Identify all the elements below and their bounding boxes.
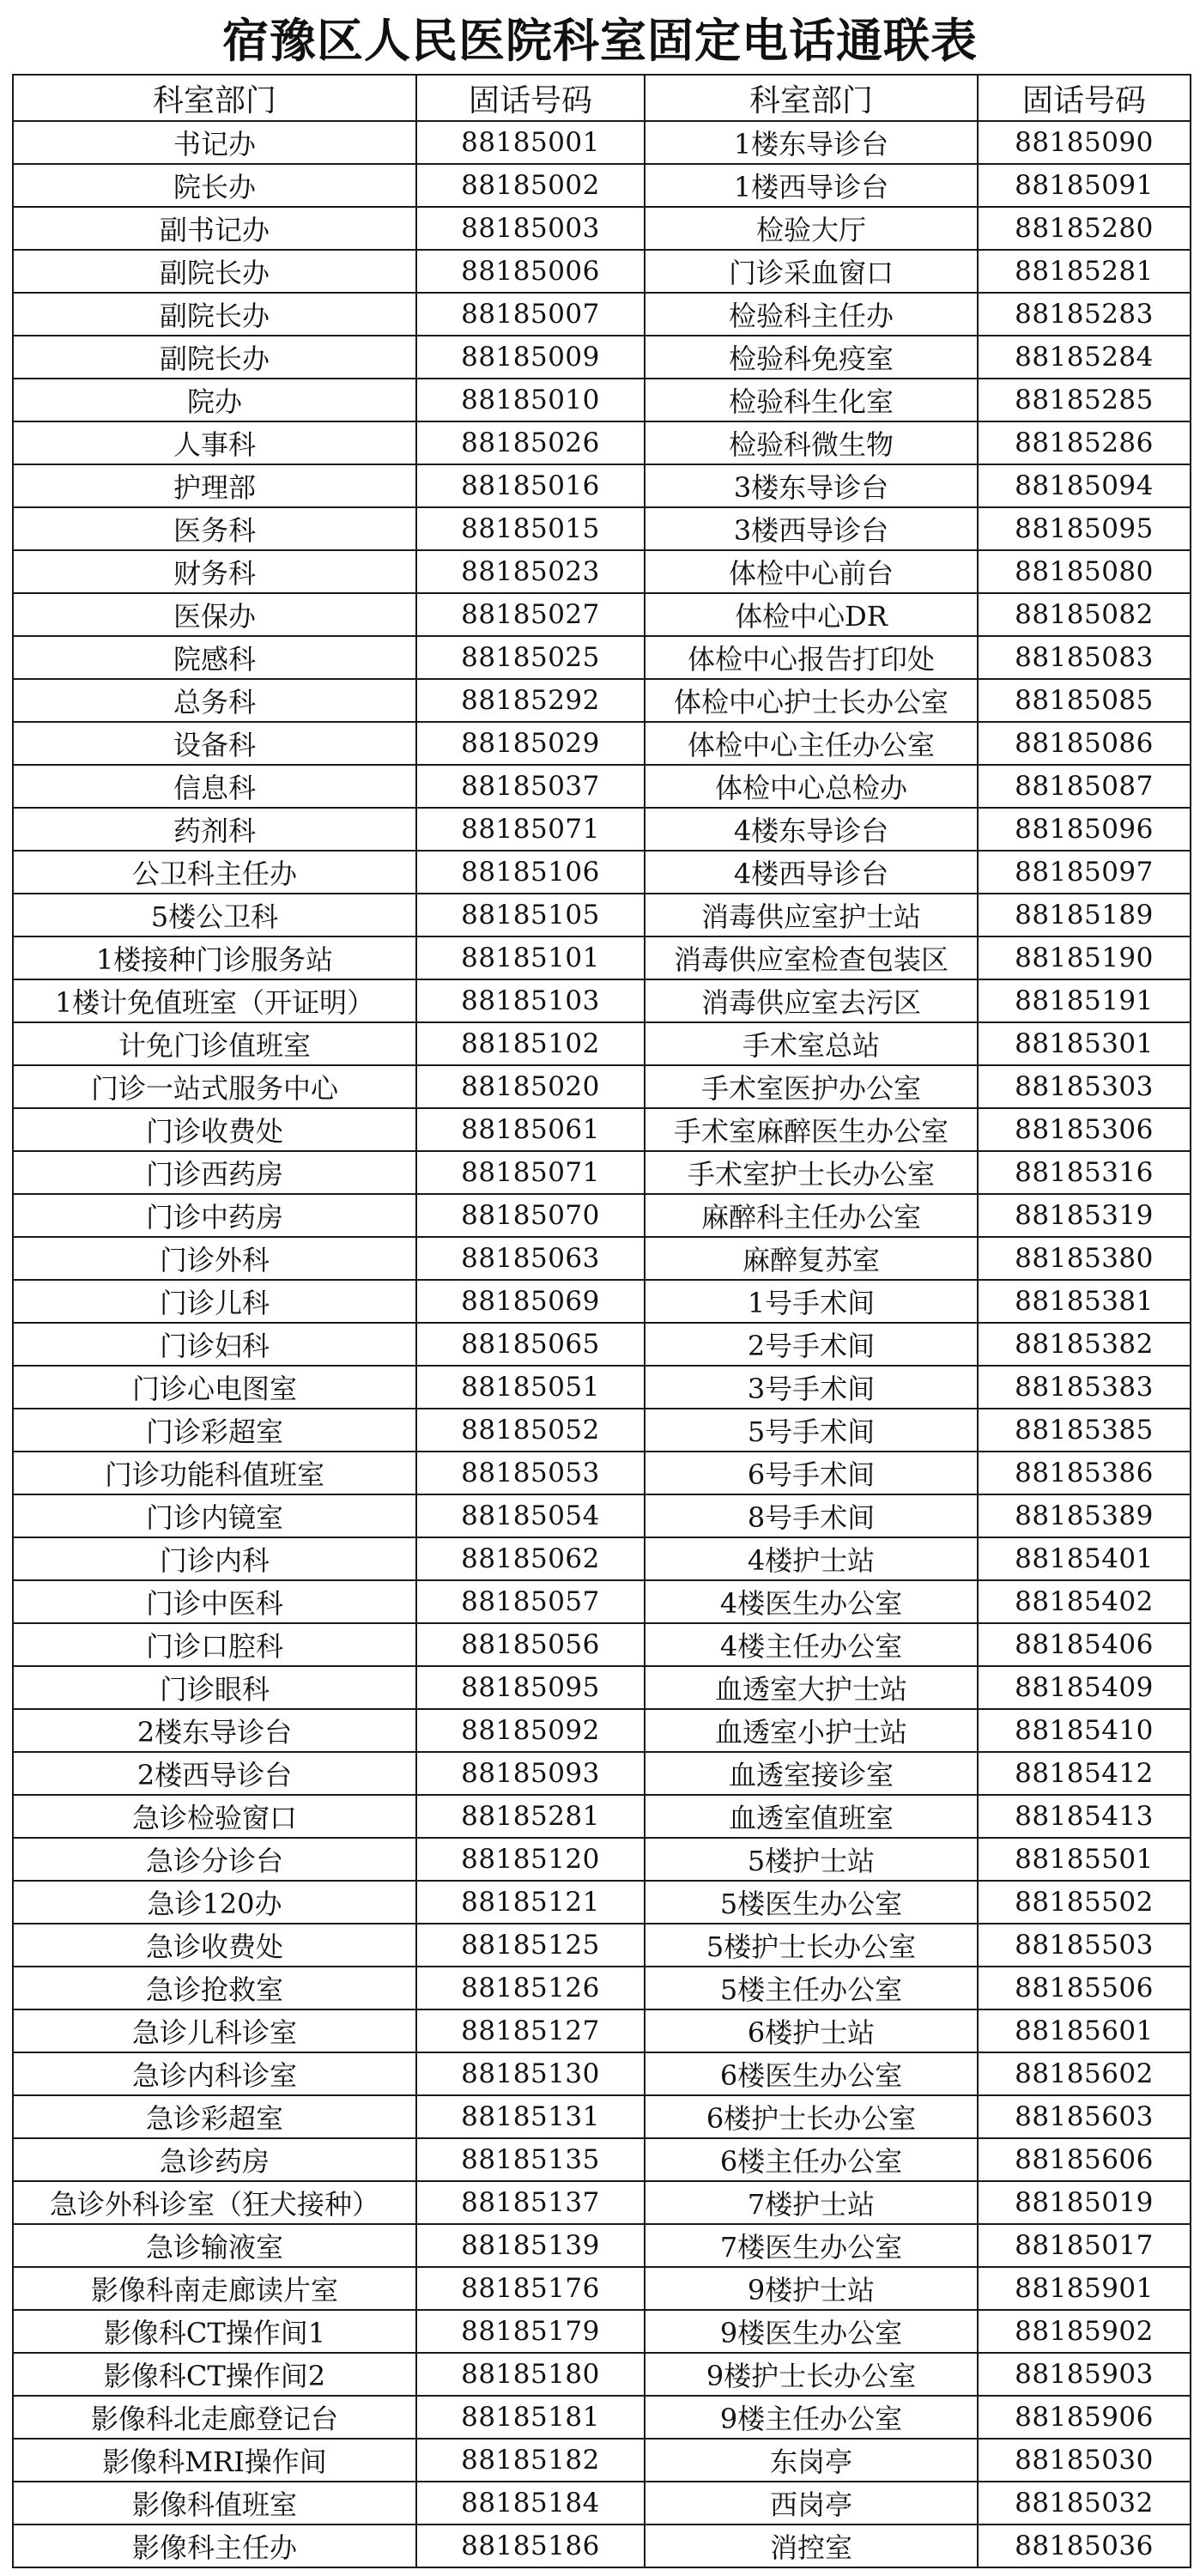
- cell-phone-left: 88185103: [416, 979, 645, 1022]
- cell-phone-left: 88185130: [416, 2052, 645, 2095]
- table-row: [13, 1108, 1191, 1151]
- cell-phone-right: 88185902: [978, 2310, 1191, 2353]
- table-row: [13, 207, 1191, 250]
- table-row: [13, 722, 1191, 765]
- cell-phone-right: 88185083: [978, 636, 1191, 679]
- table-row: [13, 121, 1191, 164]
- cell-phone-left: 88185053: [416, 1452, 645, 1494]
- cell-department-right: 7楼医生办公室: [645, 2224, 978, 2267]
- cell-department-left: 影像科值班室: [13, 2482, 416, 2524]
- cell-department-left: 财务科: [13, 550, 416, 593]
- cell-department-left: 门诊中药房: [13, 1194, 416, 1237]
- cell-department-left: 门诊功能科值班室: [13, 1452, 416, 1494]
- cell-department-right: 手术室医护办公室: [645, 1065, 978, 1108]
- cell-phone-left: 88185071: [416, 1151, 645, 1194]
- cell-department-left: 5楼公卫科: [13, 894, 416, 936]
- table-row: [13, 2482, 1191, 2524]
- table-row: [13, 1065, 1191, 1108]
- table-row: [13, 1580, 1191, 1623]
- table-row: [13, 1967, 1191, 2009]
- cell-phone-right: 88185501: [978, 1838, 1191, 1881]
- cell-phone-left: 88185007: [416, 293, 645, 336]
- cell-department-left: 计免门诊值班室: [13, 1022, 416, 1065]
- cell-phone-right: 88185503: [978, 1924, 1191, 1967]
- table-row: [13, 765, 1191, 808]
- cell-department-left: 门诊彩超室: [13, 1409, 416, 1452]
- table-row: [13, 2310, 1191, 2353]
- cell-phone-right: 88185017: [978, 2224, 1191, 2267]
- cell-phone-right: 88185032: [978, 2482, 1191, 2524]
- cell-department-left: 急诊120办: [13, 1881, 416, 1924]
- cell-phone-right: 88185901: [978, 2267, 1191, 2310]
- table-row: [13, 1452, 1191, 1494]
- cell-phone-left: 88185057: [416, 1580, 645, 1623]
- cell-phone-left: 88185176: [416, 2267, 645, 2310]
- cell-department-right: 检验科生化室: [645, 379, 978, 421]
- cell-department-right: 5楼护士站: [645, 1838, 978, 1881]
- cell-phone-right: 88185095: [978, 507, 1191, 550]
- cell-department-left: 人事科: [13, 421, 416, 464]
- cell-department-left: 副院长办: [13, 250, 416, 293]
- cell-department-right: 检验科免疫室: [645, 336, 978, 379]
- cell-phone-left: 88185063: [416, 1237, 645, 1280]
- table-row: [13, 1623, 1191, 1666]
- cell-department-left: 1楼接种门诊服务站: [13, 936, 416, 979]
- cell-phone-right: 88185189: [978, 894, 1191, 936]
- cell-phone-left: 88185121: [416, 1881, 645, 1924]
- cell-department-left: 影像科CT操作间2: [13, 2353, 416, 2396]
- table-row: [13, 2396, 1191, 2439]
- cell-phone-left: 88185026: [416, 421, 645, 464]
- cell-department-right: 2号手术间: [645, 1323, 978, 1366]
- cell-department-right: 体检中心护士长办公室: [645, 679, 978, 722]
- cell-department-left: 急诊检验窗口: [13, 1795, 416, 1838]
- cell-phone-left: 88185025: [416, 636, 645, 679]
- table-row: [13, 507, 1191, 550]
- cell-department-left: 门诊中医科: [13, 1580, 416, 1623]
- table-row: [13, 1151, 1191, 1194]
- cell-phone-right: 88185319: [978, 1194, 1191, 1237]
- table-row: [13, 2267, 1191, 2310]
- cell-phone-left: 88185051: [416, 1366, 645, 1409]
- cell-department-left: 副书记办: [13, 207, 416, 250]
- cell-phone-left: 88185180: [416, 2353, 645, 2396]
- cell-department-right: 5楼医生办公室: [645, 1881, 978, 1924]
- cell-phone-left: 88185181: [416, 2396, 645, 2439]
- cell-department-right: 体检中心总检办: [645, 765, 978, 808]
- cell-phone-right: 88185406: [978, 1623, 1191, 1666]
- cell-department-right: 东岗亭: [645, 2439, 978, 2482]
- cell-phone-right: 88185303: [978, 1065, 1191, 1108]
- cell-department-left: 2楼西导诊台: [13, 1752, 416, 1795]
- cell-department-left: 门诊眼科: [13, 1666, 416, 1709]
- cell-department-left: 1楼计免值班室（开证明）: [13, 979, 416, 1022]
- table-row: [13, 2181, 1191, 2224]
- cell-phone-right: 88185381: [978, 1280, 1191, 1323]
- cell-department-left: 急诊外科诊室（狂犬接种）: [13, 2181, 416, 2224]
- cell-phone-left: 88185106: [416, 851, 645, 894]
- cell-department-left: 门诊内科: [13, 1537, 416, 1580]
- cell-department-right: 3楼东导诊台: [645, 464, 978, 507]
- cell-phone-left: 88185027: [416, 593, 645, 636]
- cell-phone-right: 88185091: [978, 164, 1191, 207]
- cell-department-right: 血透室值班室: [645, 1795, 978, 1838]
- cell-phone-left: 88185135: [416, 2138, 645, 2181]
- cell-phone-left: 88185105: [416, 894, 645, 936]
- cell-department-right: 麻醉复苏室: [645, 1237, 978, 1280]
- cell-phone-right: 88185412: [978, 1752, 1191, 1795]
- cell-department-right: 3号手术间: [645, 1366, 978, 1409]
- cell-phone-right: 88185090: [978, 121, 1191, 164]
- cell-department-right: 9楼医生办公室: [645, 2310, 978, 2353]
- cell-phone-right: 88185280: [978, 207, 1191, 250]
- cell-department-right: 9楼主任办公室: [645, 2396, 978, 2439]
- cell-phone-right: 88185301: [978, 1022, 1191, 1065]
- cell-phone-left: 88185061: [416, 1108, 645, 1151]
- cell-department-right: 3楼西导诊台: [645, 507, 978, 550]
- cell-department-left: 影像科南走廊读片室: [13, 2267, 416, 2310]
- table-row: [13, 1323, 1191, 1366]
- table-row: [13, 636, 1191, 679]
- cell-phone-left: 88185292: [416, 679, 645, 722]
- cell-department-left: 急诊儿科诊室: [13, 2009, 416, 2052]
- cell-department-right: 体检中心报告打印处: [645, 636, 978, 679]
- cell-department-left: 影像科CT操作间1: [13, 2310, 416, 2353]
- cell-department-right: 5楼护士长办公室: [645, 1924, 978, 1967]
- table-row: [13, 1237, 1191, 1280]
- table-row: [13, 1881, 1191, 1924]
- cell-phone-right: 88185316: [978, 1151, 1191, 1194]
- cell-phone-left: 88185029: [416, 722, 645, 765]
- cell-department-right: 消控室: [645, 2524, 978, 2567]
- table-row: [13, 1709, 1191, 1752]
- cell-department-left: 院办: [13, 379, 416, 421]
- cell-phone-right: 88185380: [978, 1237, 1191, 1280]
- cell-department-right: 4楼医生办公室: [645, 1580, 978, 1623]
- cell-department-left: 副院长办: [13, 336, 416, 379]
- cell-phone-right: 88185086: [978, 722, 1191, 765]
- table-row: [13, 2009, 1191, 2052]
- cell-department-right: 消毒供应室检查包装区: [645, 936, 978, 979]
- cell-department-left: 公卫科主任办: [13, 851, 416, 894]
- cell-phone-right: 88185603: [978, 2095, 1191, 2138]
- cell-phone-left: 88185056: [416, 1623, 645, 1666]
- cell-phone-right: 88185082: [978, 593, 1191, 636]
- cell-phone-right: 88185401: [978, 1537, 1191, 1580]
- cell-department-left: 信息科: [13, 765, 416, 808]
- cell-department-right: 5号手术间: [645, 1409, 978, 1452]
- cell-department-left: 院感科: [13, 636, 416, 679]
- cell-department-left: 门诊内镜室: [13, 1494, 416, 1537]
- cell-department-right: 血透室小护士站: [645, 1709, 978, 1752]
- cell-phone-right: 88185281: [978, 250, 1191, 293]
- cell-phone-right: 88185601: [978, 2009, 1191, 2052]
- table-row: [13, 2138, 1191, 2181]
- cell-phone-left: 88185071: [416, 808, 645, 851]
- cell-phone-left: 88185137: [416, 2181, 645, 2224]
- cell-department-right: 7楼护士站: [645, 2181, 978, 2224]
- table-row: [13, 936, 1191, 979]
- cell-phone-left: 88185179: [416, 2310, 645, 2353]
- table-row: [13, 550, 1191, 593]
- cell-phone-right: 88185087: [978, 765, 1191, 808]
- table-row: [13, 1924, 1191, 1967]
- cell-phone-left: 88185052: [416, 1409, 645, 1452]
- table-row: [13, 2439, 1191, 2482]
- table-row: [13, 421, 1191, 464]
- cell-department-left: 门诊口腔科: [13, 1623, 416, 1666]
- cell-department-left: 门诊西药房: [13, 1151, 416, 1194]
- table-row: [13, 164, 1191, 207]
- cell-department-left: 门诊一站式服务中心: [13, 1065, 416, 1108]
- cell-department-left: 药剂科: [13, 808, 416, 851]
- cell-phone-right: 88185906: [978, 2396, 1191, 2439]
- cell-department-right: 消毒供应室去污区: [645, 979, 978, 1022]
- table-row: [13, 979, 1191, 1022]
- table-row: [13, 2353, 1191, 2396]
- cell-department-right: 手术室护士长办公室: [645, 1151, 978, 1194]
- table-row: [13, 1280, 1191, 1323]
- cell-department-right: 手术室麻醉医生办公室: [645, 1108, 978, 1151]
- cell-phone-right: 88185036: [978, 2524, 1191, 2567]
- table-row: [13, 1194, 1191, 1237]
- cell-phone-left: 88185054: [416, 1494, 645, 1537]
- cell-department-right: 9楼护士站: [645, 2267, 978, 2310]
- cell-phone-right: 88185283: [978, 293, 1191, 336]
- cell-department-right: 西岗亭: [645, 2482, 978, 2524]
- cell-department-left: 护理部: [13, 464, 416, 507]
- cell-phone-right: 88185389: [978, 1494, 1191, 1537]
- table-row: [13, 379, 1191, 421]
- cell-phone-left: 88185003: [416, 207, 645, 250]
- cell-phone-right: 88185402: [978, 1580, 1191, 1623]
- cell-department-right: 1楼西导诊台: [645, 164, 978, 207]
- cell-phone-right: 88185284: [978, 336, 1191, 379]
- cell-department-right: 6楼医生办公室: [645, 2052, 978, 2095]
- cell-department-right: 1号手术间: [645, 1280, 978, 1323]
- cell-department-right: 6楼护士长办公室: [645, 2095, 978, 2138]
- header-phone-left: 固话号码: [416, 75, 645, 121]
- table-row: [13, 1795, 1191, 1838]
- cell-phone-left: 88185001: [416, 121, 645, 164]
- cell-department-left: 急诊内科诊室: [13, 2052, 416, 2095]
- cell-phone-right: 88185606: [978, 2138, 1191, 2181]
- cell-department-right: 6楼主任办公室: [645, 2138, 978, 2181]
- cell-phone-left: 88185020: [416, 1065, 645, 1108]
- cell-department-left: 医保办: [13, 593, 416, 636]
- cell-department-left: 急诊药房: [13, 2138, 416, 2181]
- cell-phone-right: 88185410: [978, 1709, 1191, 1752]
- cell-phone-right: 88185030: [978, 2439, 1191, 2482]
- cell-phone-left: 88185065: [416, 1323, 645, 1366]
- cell-department-right: 5楼主任办公室: [645, 1967, 978, 2009]
- cell-phone-left: 88185092: [416, 1709, 645, 1752]
- cell-phone-left: 88185062: [416, 1537, 645, 1580]
- cell-department-left: 影像科MRI操作间: [13, 2439, 416, 2482]
- cell-department-right: 体检中心主任办公室: [645, 722, 978, 765]
- cell-department-right: 血透室接诊室: [645, 1752, 978, 1795]
- table-row: [13, 679, 1191, 722]
- cell-phone-right: 88185190: [978, 936, 1191, 979]
- cell-phone-right: 88185094: [978, 464, 1191, 507]
- cell-phone-left: 88185184: [416, 2482, 645, 2524]
- cell-department-right: 6号手术间: [645, 1452, 978, 1494]
- table-row: [13, 2524, 1191, 2567]
- cell-phone-left: 88185095: [416, 1666, 645, 1709]
- cell-department-left: 影像科北走廊登记台: [13, 2396, 416, 2439]
- table-row: [13, 593, 1191, 636]
- table-row: [13, 293, 1191, 336]
- cell-phone-right: 88185019: [978, 2181, 1191, 2224]
- cell-department-left: 总务科: [13, 679, 416, 722]
- cell-phone-left: 88185070: [416, 1194, 645, 1237]
- cell-phone-right: 88185306: [978, 1108, 1191, 1151]
- cell-department-left: 影像科主任办: [13, 2524, 416, 2567]
- cell-department-left: 门诊外科: [13, 1237, 416, 1280]
- table-row: [13, 1838, 1191, 1881]
- cell-phone-right: 88185191: [978, 979, 1191, 1022]
- cell-department-right: 体检中心前台: [645, 550, 978, 593]
- cell-department-right: 门诊采血窗口: [645, 250, 978, 293]
- cell-phone-left: 88185126: [416, 1967, 645, 2009]
- cell-department-right: 6楼护士站: [645, 2009, 978, 2052]
- cell-department-left: 急诊抢救室: [13, 1967, 416, 2009]
- cell-phone-left: 88185023: [416, 550, 645, 593]
- cell-phone-right: 88185506: [978, 1967, 1191, 2009]
- table-row: [13, 1366, 1191, 1409]
- cell-phone-right: 88185096: [978, 808, 1191, 851]
- cell-phone-right: 88185080: [978, 550, 1191, 593]
- cell-department-left: 2楼东导诊台: [13, 1709, 416, 1752]
- table-row: [13, 894, 1191, 936]
- cell-phone-right: 88185085: [978, 679, 1191, 722]
- table-row: [13, 464, 1191, 507]
- cell-department-right: 检验科微生物: [645, 421, 978, 464]
- cell-phone-left: 88185281: [416, 1795, 645, 1838]
- cell-department-right: 麻醉科主任办公室: [645, 1194, 978, 1237]
- cell-department-left: 急诊收费处: [13, 1924, 416, 1967]
- header-phone-right: 固话号码: [978, 75, 1191, 121]
- table-row: [13, 1022, 1191, 1065]
- cell-phone-left: 88185102: [416, 1022, 645, 1065]
- cell-phone-right: 88185602: [978, 2052, 1191, 2095]
- cell-phone-right: 88185413: [978, 1795, 1191, 1838]
- cell-department-right: 4楼主任办公室: [645, 1623, 978, 1666]
- cell-phone-left: 88185015: [416, 507, 645, 550]
- cell-department-right: 9楼护士长办公室: [645, 2353, 978, 2396]
- cell-department-right: 检验科主任办: [645, 293, 978, 336]
- cell-department-right: 血透室大护士站: [645, 1666, 978, 1709]
- cell-phone-left: 88185037: [416, 765, 645, 808]
- table-row: [13, 1537, 1191, 1580]
- cell-phone-right: 88185285: [978, 379, 1191, 421]
- cell-phone-left: 88185127: [416, 2009, 645, 2052]
- cell-department-left: 门诊妇科: [13, 1323, 416, 1366]
- cell-phone-left: 88185186: [416, 2524, 645, 2567]
- cell-department-left: 急诊分诊台: [13, 1838, 416, 1881]
- header-department-right: 科室部门: [645, 75, 978, 121]
- cell-department-right: 手术室总站: [645, 1022, 978, 1065]
- cell-phone-left: 88185101: [416, 936, 645, 979]
- cell-department-left: 门诊收费处: [13, 1108, 416, 1151]
- cell-department-right: 8号手术间: [645, 1494, 978, 1537]
- cell-phone-left: 88185069: [416, 1280, 645, 1323]
- cell-phone-left: 88185002: [416, 164, 645, 207]
- cell-department-left: 门诊儿科: [13, 1280, 416, 1323]
- cell-phone-right: 88185409: [978, 1666, 1191, 1709]
- cell-department-left: 副院长办: [13, 293, 416, 336]
- cell-phone-left: 88185120: [416, 1838, 645, 1881]
- cell-phone-left: 88185182: [416, 2439, 645, 2482]
- cell-phone-left: 88185139: [416, 2224, 645, 2267]
- cell-department-left: 急诊彩超室: [13, 2095, 416, 2138]
- header-department-left: 科室部门: [13, 75, 416, 121]
- table-row: [13, 1494, 1191, 1537]
- header-row: [13, 75, 1191, 121]
- cell-phone-right: 88185286: [978, 421, 1191, 464]
- cell-department-left: 书记办: [13, 121, 416, 164]
- cell-phone-right: 88185385: [978, 1409, 1191, 1452]
- table-row: [13, 336, 1191, 379]
- phone-directory-table: [12, 74, 1191, 2568]
- table-row: [13, 2052, 1191, 2095]
- cell-department-right: 消毒供应室护士站: [645, 894, 978, 936]
- cell-department-right: 1楼东导诊台: [645, 121, 978, 164]
- cell-phone-left: 88185125: [416, 1924, 645, 1967]
- cell-department-left: 设备科: [13, 722, 416, 765]
- cell-phone-left: 88185131: [416, 2095, 645, 2138]
- cell-department-left: 医务科: [13, 507, 416, 550]
- cell-phone-right: 88185903: [978, 2353, 1191, 2396]
- table-row: [13, 1752, 1191, 1795]
- cell-department-left: 门诊心电图室: [13, 1366, 416, 1409]
- cell-department-right: 4楼东导诊台: [645, 808, 978, 851]
- cell-department-right: 检验大厅: [645, 207, 978, 250]
- cell-department-right: 4楼护士站: [645, 1537, 978, 1580]
- cell-phone-right: 88185383: [978, 1366, 1191, 1409]
- cell-phone-left: 88185006: [416, 250, 645, 293]
- cell-phone-left: 88185016: [416, 464, 645, 507]
- table-row: [13, 250, 1191, 293]
- table-row: [13, 851, 1191, 894]
- table-row: [13, 2095, 1191, 2138]
- cell-department-right: 体检中心DR: [645, 593, 978, 636]
- cell-phone-left: 88185010: [416, 379, 645, 421]
- cell-phone-right: 88185097: [978, 851, 1191, 894]
- table-row: [13, 1409, 1191, 1452]
- cell-phone-left: 88185093: [416, 1752, 645, 1795]
- cell-phone-left: 88185009: [416, 336, 645, 379]
- table-row: [13, 808, 1191, 851]
- table-row: [13, 2224, 1191, 2267]
- cell-department-right: 4楼西导诊台: [645, 851, 978, 894]
- cell-phone-right: 88185386: [978, 1452, 1191, 1494]
- cell-department-left: 急诊输液室: [13, 2224, 416, 2267]
- cell-department-left: 院长办: [13, 164, 416, 207]
- cell-phone-right: 88185382: [978, 1323, 1191, 1366]
- page-title: 宿豫区人民医院科室固定电话通联表: [222, 12, 978, 68]
- table-row: [13, 1666, 1191, 1709]
- cell-phone-right: 88185502: [978, 1881, 1191, 1924]
